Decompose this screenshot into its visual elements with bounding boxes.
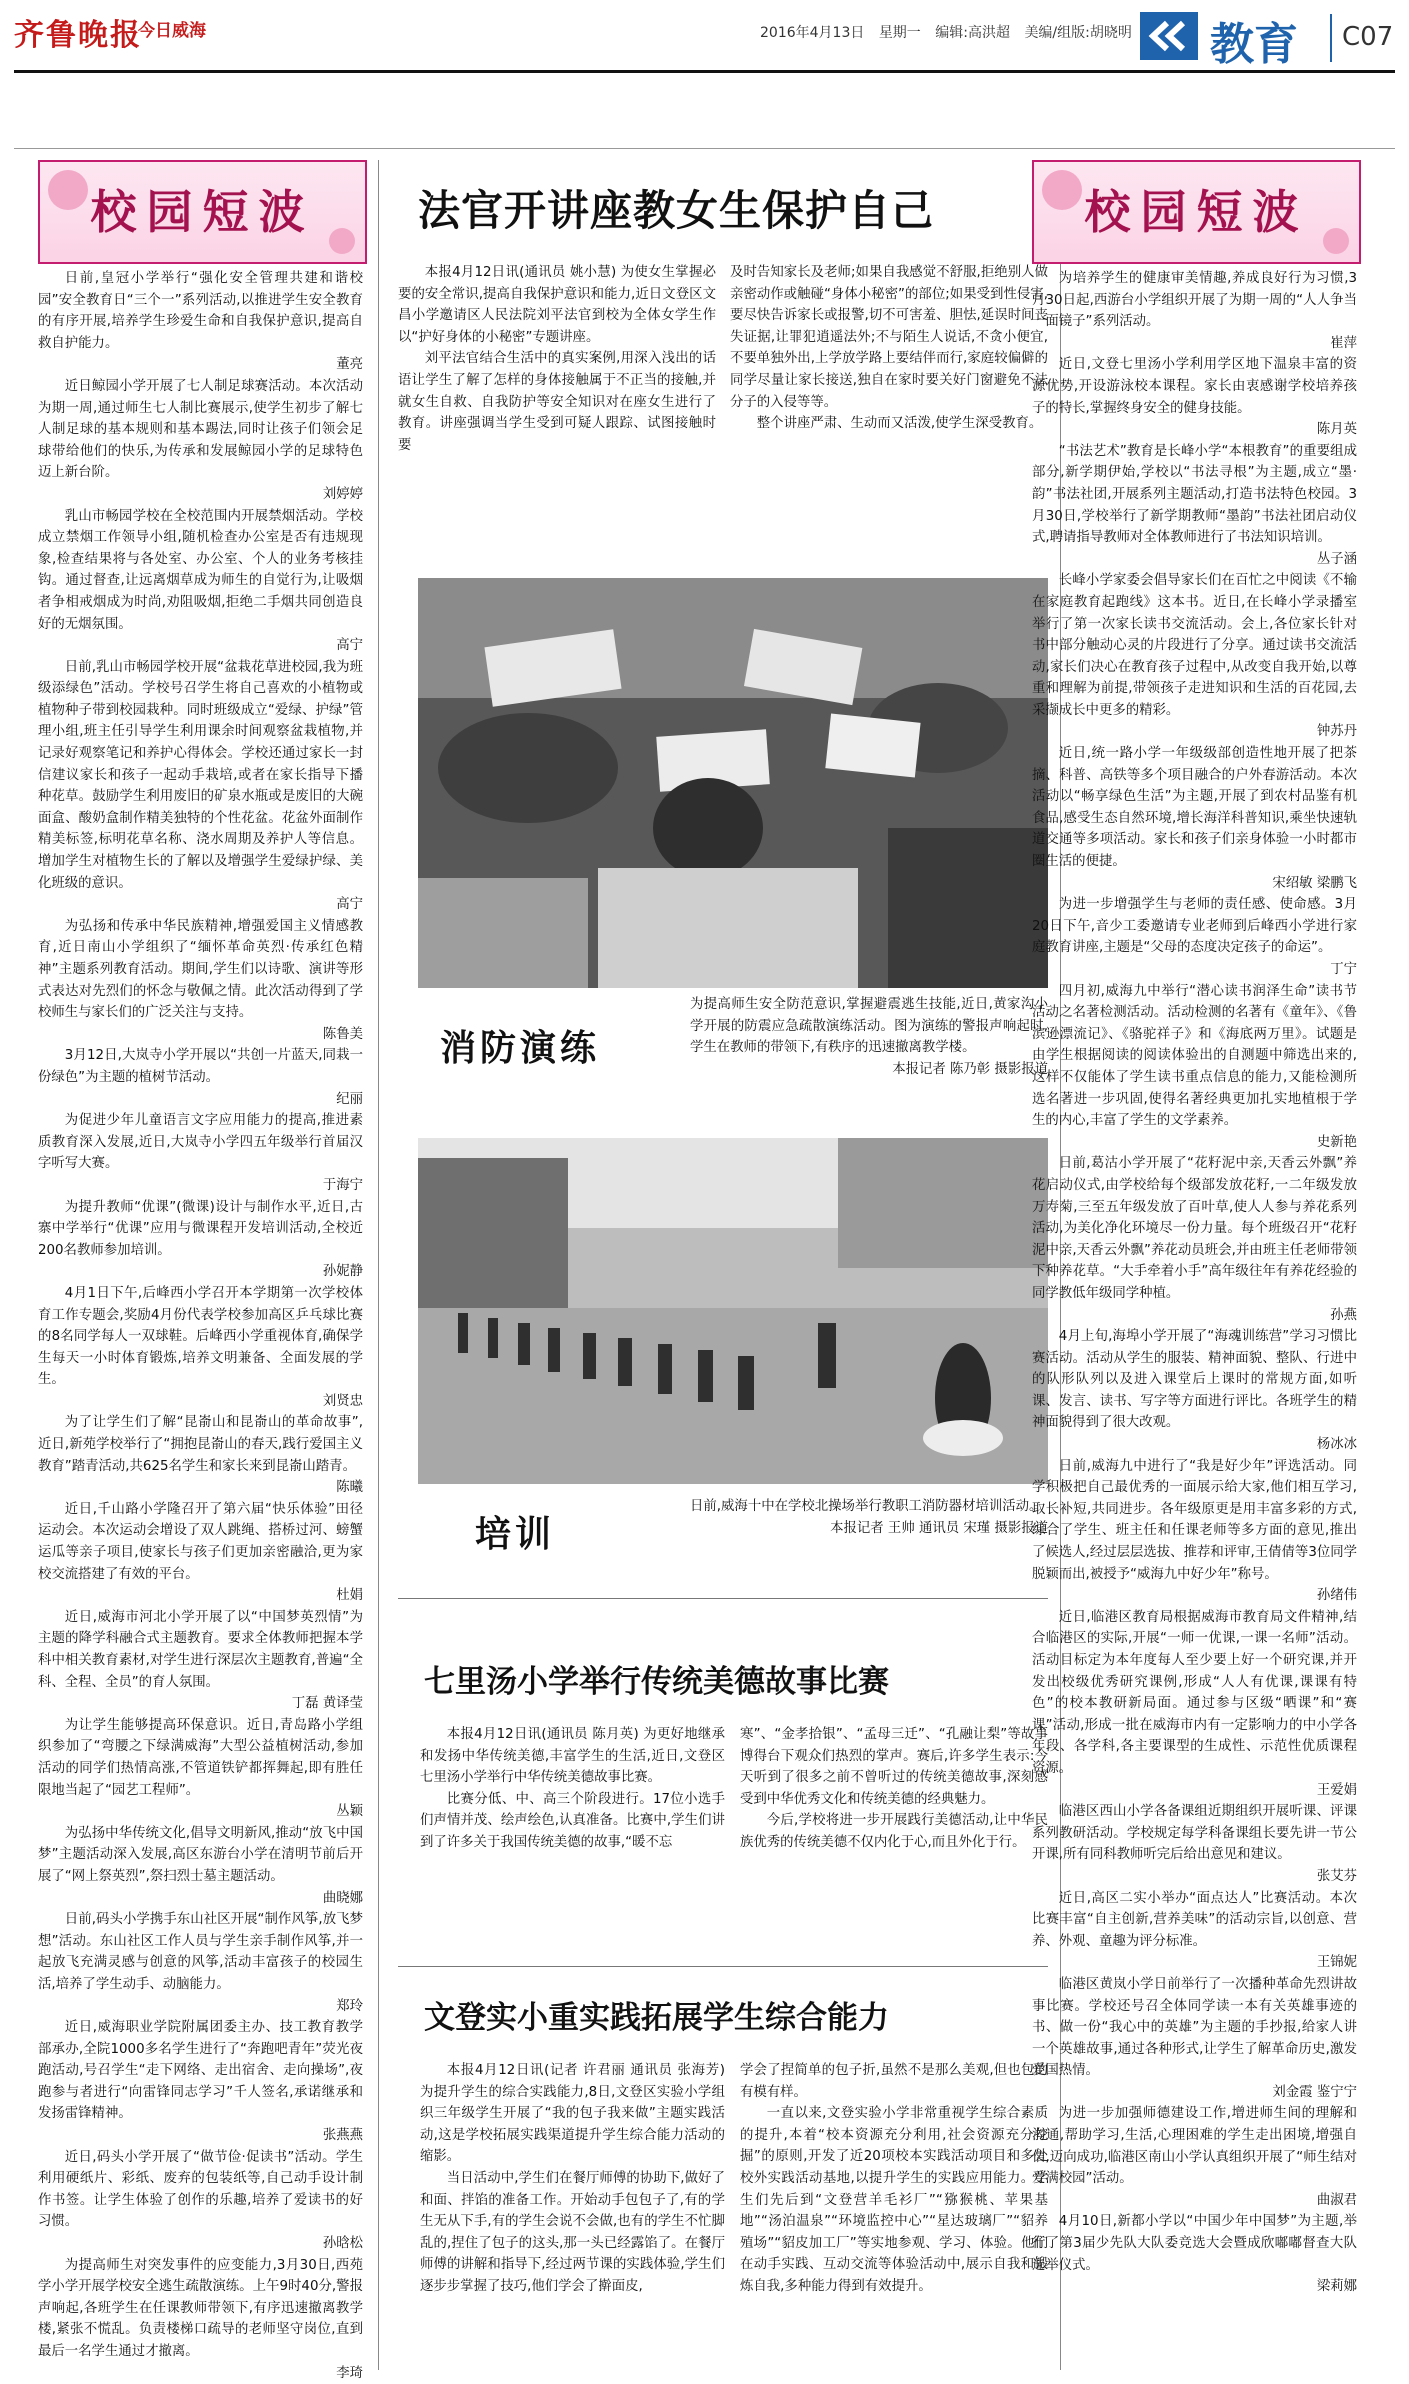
- brief-byline: 董亮: [336, 357, 363, 373]
- brief-paragraph: 四月初,威海九中举行“潜心读书润泽生命”读书节活动之名著检测活动。活动检测的名著有《童年》、《鲁滨逊漂流记》、《骆驼祥子》和《海底两万里》。试题是由学生根据阅读的阅读体验出的自测题中筛选出来的,这样不仅能体了学生读书重点信息的能力,又能检测所选名著进一步巩固,使得名著经典更加扎实地植根于学生的内心,丰富了学生的文学素养。: [1032, 983, 1357, 1129]
- right-brief-column: [1032, 268, 1357, 2373]
- brief-paragraph: 近日,统一路小学一年级级部创造性地开展了把茶摘、科普、高铁等多个项目融合的户外春游活动。本次活动以“畅享绿色生活”为主题,开展了到农村品鉴有机食品,感受生态自然环境,增长海洋科普知识,乘坐快速轨道交通等多项活动。家长和孩子们亲身体验一小时都市圈生活的便捷。: [1032, 746, 1357, 870]
- brief-byline: 孙绪伟: [1316, 1588, 1357, 1604]
- fire-drill-caption-text: 为提高师生安全防范意识,掌握避震逃生技能,近日,黄家沟小学开展的防震应急疏散演练活动。图为演练的警报声响起时,学生在教师的带领下,有秩序的迅速撤离教学楼。: [690, 997, 1048, 1056]
- section-chevron-icon: [1140, 12, 1198, 60]
- qilitang-headline: 七里汤小学举行传统美德故事比赛: [424, 1664, 889, 1700]
- brief-paragraph: “书法艺术”教育是长峰小学“本根教育”的重要组成部分,新学期伊始,学校以“书法寻根”为主题,成立“墨·韵”书法社团,开展系列主题活动,打造书法特色校园。3月30日,学校举行了新学期教师“墨韵”书法社团启动仪式,聘请指导教师对全体教师进行了书法知识培训。: [1032, 443, 1357, 546]
- brief-paragraph: 日前,威海九中进行了“我是好少年”评选活动。同学积极把自己最优秀的一面展示给大家,他们相互学习,取长补短,共同进步。各年级原更是用丰富多彩的方式,综合了学生、班主任和任课老师等多方面的意见,推出了候选人,经过层层选拔、推荐和评审,王倩倩等3位同学脱颖而出,被授予“威海九中好少年”称号。: [1032, 1458, 1358, 1582]
- training-caption: [690, 1496, 1048, 1539]
- brief-byline: 宋绍敏 梁鹏飞: [1272, 875, 1357, 891]
- brief-byline: 丁磊 黄译莹: [291, 1696, 363, 1712]
- section-name: 教育: [1210, 19, 1298, 70]
- masthead-logo: 齐鲁晚报: [14, 18, 142, 53]
- brief-byline: 张燕燕: [322, 2128, 363, 2144]
- right-brief-title: 校园短波: [1084, 185, 1309, 239]
- wendeng-column-a: [420, 2060, 725, 2375]
- brief-paragraph: 为让学生能够提高环保意识。近日,青岛路小学组织参加了“弯腰之下绿满威海”大型公益植树活动,参加活动的同学们热情高涨,不管道铁铲都挥舞起,即有胜任限地当起了“园艺工程师”。: [38, 1717, 363, 1798]
- brief-byline: 孙燕: [1330, 1307, 1357, 1323]
- brief-byline: 史新艳: [1316, 1134, 1357, 1150]
- lead-headline: 法官开讲座教女生保护自己: [418, 186, 935, 235]
- content-top-rule: [14, 148, 1395, 149]
- brief-byline: 丛子涵: [1316, 551, 1357, 567]
- brief-paragraph: 临港区西山小学各备课组近期组织开展听课、评课系列教研活动。学校规定每学科备课组长要先讲一节公开课,所有同科教师听完后给出意见和建议。: [1032, 1804, 1357, 1863]
- brief-paragraph: 日前,码头小学携手东山社区开展“制作风筝,放飞梦想”活动。东山社区工作人员与学生亲手制作风筝,并一起放飞充满灵感与创意的风筝,活动丰富孩子的校园生活,培养了学生动手、动脑能力。: [38, 1912, 363, 1992]
- brief-paragraph: 近日,威海市河北小学开展了以“中国梦英烈情”为主题的降学科融合式主题教育。要求全体教师把握本学科中相关教育素材,对学生进行深层次主题教育,普遍“全科、全程、全员”的育人氛围。: [38, 1609, 363, 1690]
- brief-paragraph: 长峰小学家委会倡导家长们在百忙之中阅读《不输在家庭教育起跑线》这本书。近日,在长峰小学录播室举行了第一次家长读书交流活动。会上,各位家长针对书中部分触动心灵的片段进行了分享。通过读书交流活动,家长们决心在教育孩子过程中,从改变自我开始,以尊重和理解为前提,带领孩子走进知识和生活的百花园,去采撷成长中更多的精彩。: [1032, 573, 1357, 718]
- training-title: 培训: [475, 1514, 556, 1555]
- brief-byline: 杜娟: [336, 1588, 363, 1604]
- qilitang-paragraph: 今后,学校将进一步开展践行美德活动,让中华民族优秀的传统美德不仅内化于心,而且外化于行。: [740, 1813, 1048, 1850]
- brief-byline: 刘贤忠: [322, 1393, 363, 1409]
- brief-paragraph: 临港区黄岚小学日前举行了一次播种革命先烈讲故事比赛。学校还号召全体同学读一本有关英雄事迹的书、做一份“我心中的英雄”为主题的手抄报,给家人讲一个英雄故事,通过各种形式,让学生了解革命历史,激发爱国热情。: [1032, 1976, 1357, 2079]
- wendeng-paragraph: 一直以来,文登实验小学非常重视学生综合素质的提升,本着“校本资源充分利用,社会资源充分挖掘”的原则,开发了近20项校本实践活动项目和多处校外实践活动基地,以提升学生的实践应用能力。学生们先后到“文登营羊毛衫厂”“猕猴桃、苹果基地”“汤泊温泉”“环境监控中心”“星达玻璃厂”“貂养殖场”“貂皮加工厂”等实地参观、学习、体验。他们在动手实践、互动交流等体验活动中,展示自我和锻炼自我,多种能力得到有效提升。: [740, 2106, 1048, 2294]
- right-brief-banner: [1032, 160, 1361, 264]
- brief-paragraph: 近日,高区二实小举办“面点达人”比赛活动。本次比赛丰富“自主创新,营养美味”的活动宗旨,以创意、营养、外观、童趣为评分标准。: [1032, 1890, 1357, 1949]
- editor-credit: 编辑:高洪超: [935, 25, 1010, 41]
- brief-paragraph: 近日,威海职业学院附属团委主办、技工教育教学部承办,全院1000多名学生进行了“奔跑吧青年”荧光夜跑活动,号召学生“走下网络、走出宿舍、走向操场”,夜跑参与者进行“向雷锋同志学习”千人签名,承诺继承和发扬雷锋精神。: [38, 2020, 363, 2122]
- fire-drill-title: 消防演练: [440, 1028, 601, 1069]
- brief-byline: 高宁: [336, 638, 363, 654]
- wendeng-paragraph: 学会了捏简单的包子折,虽然不是那么美观,但也包的有模有样。: [740, 2063, 1048, 2100]
- brief-byline: 王爱娟: [1316, 1782, 1357, 1798]
- story-divider: [398, 1966, 1048, 1967]
- left-brief-column: [38, 268, 363, 2381]
- brief-byline: 曲晓娜: [322, 1890, 363, 1906]
- issue-date: 2016年4月13日: [760, 25, 865, 41]
- training-photo: [418, 1138, 1048, 1484]
- brief-byline: 李琦: [336, 2365, 363, 2381]
- brief-byline: 孙晗松: [322, 2236, 363, 2252]
- lead-paragraph: 本报4月12日讯(通讯员 姚小慧) 为使女生掌握必要的安全常识,提高自我保护意识和能力,近日文登区文昌小学邀请区人民法院刘平法官到校为全体女学生作以“护好身体的小秘密”专题讲座。: [398, 265, 716, 345]
- brief-paragraph: 日前,乳山市畅园学校开展“盆栽花草进校园,我为班级添绿色”活动。学校号召学生将自己喜欢的小植物或植物种子带到校园栽种。同时班级成立“爱绿、护绿”管理小组,班主任引导学生利用课余时间观察盆栽植物,并记录好观察笔记和养护心得体会。学校还通过家长一封信建议家长和孩子一起动手栽培,或者在家长指导下播种花草。鼓励学生利用废旧的矿泉水瓶或是废旧的大碗面盒、酸奶盒制作精美独特的个性花盆。花盆外面制作精美标签,标明花草名称、浇水周期及养护人等信息。增加学生对植物生长的了解以及增强学生爱绿护绿、美化班级的意识。: [38, 659, 363, 891]
- brief-byline: 丁宁: [1330, 962, 1357, 977]
- qilitang-column-a: [420, 1724, 725, 1948]
- brief-paragraph: 为提高师生对突发事件的应变能力,3月30日,西苑学小学开展学校安全逃生疏散演练。上午9时40分,警报声响起,各班学生在任课教师带领下,有序迅速撤离教学楼,紧张不慌乱。负责楼梯口疏导的老师坚守岗位,直到最后一名学生通过才撤离。: [38, 2257, 363, 2359]
- brief-byline: 张艾芬: [1316, 1868, 1357, 1884]
- brief-byline: 刘金霞 鉴宁宁: [1272, 2084, 1357, 2100]
- lead-paragraph: 整个讲座严肃、生动而又活泼,使学生深受教育。: [756, 416, 1043, 432]
- brief-paragraph: 为进一步加强师德建设工作,增进师生间的理解和沟通,帮助学习,生活,心理困难的学生走出困境,增强自信,迈向成功,临港区南山小学认真组织开展了“师生结对爱满校园”活动。: [1032, 2106, 1357, 2187]
- brief-byline: 王锦妮: [1316, 1955, 1357, 1971]
- designer-credit: 美编/组版:胡晓明: [1024, 25, 1132, 41]
- brief-paragraph: 近日,临港区教育局根据威海市教育局文件精神,结合临港区的实际,开展“一师一优课,一课一名师”活动。活动目标定为本年度每人至少要上好一个研究课,并开发出校级优秀研究课例,形成“人人有优课,课课有特色”的校本教研新局面。通过参与区级“晒课”和“赛课”活动,形成一批在威海市内有一定影响力的中小学各年段、各学科,各主要课型的生成性、示范性优质课程资源。: [1032, 1609, 1357, 1776]
- brief-paragraph: 日前,皇冠小学举行“强化安全管理共建和谐校园”安全教育日“三个一”系列活动,以推进学生安全教育的有序开展,培养学生珍爱生命和自我保护意识,提高自救自护能力。: [38, 271, 363, 351]
- issue-line: [760, 22, 1142, 42]
- brief-paragraph: 近日鲸园小学开展了七人制足球赛活动。本次活动为期一周,通过师生七人制比赛展示,使学生初步了解七人制足球的基本规则和基本踢法,同时让孩子们领会足球带给他们的快乐,为传承和发展鲸园小学的足球特色迈上新台阶。: [38, 378, 363, 481]
- brief-byline: 陈月英: [1316, 422, 1357, 438]
- brief-paragraph: 为进一步增强学生与老师的责任感、使命感。3月20日下午,音少工委邀请专业老师到后峰西小学进行家庭教育讲座,主题是“父母的态度决定孩子的命运”。: [1032, 897, 1357, 956]
- fire-drill-photo: [418, 578, 1048, 988]
- header-divider: [1330, 14, 1332, 62]
- fire-drill-credit: 本报记者 陈乃彰 摄影报道: [892, 1061, 1048, 1077]
- brief-paragraph: 为弘扬中华传统文化,倡导文明新风,推动“放飞中国梦”主题活动深入发展,高区东游台小学在清明节前后开展了“网上祭英烈”,祭扫烈士墓主题活动。: [38, 1825, 363, 1884]
- column-divider: [378, 160, 379, 2370]
- brief-byline: 高宁: [336, 897, 363, 913]
- brief-paragraph: 4月1日下午,后峰西小学召开本学期第一次学校体育工作专题会,奖励4月份代表学校参加高区乒乓球比赛的8名同学每人一双球鞋。后峰西小学重视体育,确保学生每天一小时体育锻炼,培养文明兼备、全面发展的学生。: [38, 1285, 363, 1388]
- brief-paragraph: 3月12日,大岚寺小学开展以“共创一片蓝天,同栽一份绿色”为主题的植树节活动。: [38, 1048, 363, 1085]
- brief-byline: 陈曦: [336, 1480, 363, 1496]
- left-brief-title: 校园短波: [90, 185, 315, 239]
- lead-paragraph: 刘平法官结合生活中的真实案例,用深入浅出的话语让学生了解了怎样的身体接触属于不正当的接触,并就女生自救、自我防护等安全知识对在座女生进行了教育。讲座强调当学生受到可疑人跟踪、试图接触时要: [398, 351, 716, 453]
- brief-byline: 于海宁: [322, 1177, 363, 1193]
- header-rule: [14, 70, 1395, 73]
- brief-paragraph: 为促进少年儿童语言文字应用能力的提高,推进素质教育深入发展,近日,大岚寺小学四五年级举行首届汉字听写大赛。: [38, 1113, 363, 1172]
- qilitang-column-b: [740, 1724, 1048, 1948]
- brief-paragraph: 为了让学生们了解“昆嵛山和昆嵛山的革命故事”,近日,新苑学校举行了“拥抱昆嵛山的春天,践行爱国主义教育”踏青活动,共625名学生和家长来到昆嵛山踏青。: [38, 1415, 363, 1474]
- brief-byline: 陈鲁美: [322, 1026, 363, 1042]
- brief-paragraph: 4月上旬,海埠小学开展了“海魂训练营”学习习惯比赛活动。活动从学生的服装、精神面貌、整队、行进中的队形队列以及进入课堂后上课时的常规方面,如听课、发言、读书、写字等方面进行评比。各班学生的精神面貌得到了很大改观。: [1032, 1329, 1357, 1431]
- brief-paragraph: 为培养学生的健康审美情趣,养成良好行为习惯,3月30日起,西游台小学组织开展了为期一周的“人人争当一面镜子”系列活动。: [1032, 271, 1357, 330]
- left-brief-banner: [38, 160, 367, 264]
- brief-paragraph: 近日,文登七里汤小学利用学区地下温泉丰富的资源优势,开设游泳校本课程。家长由衷感谢学校培养孩子的特长,掌握终身安全的健身技能。: [1032, 357, 1357, 416]
- wendeng-paragraph: 本报4月12日讯(记者 许君丽 通讯员 张海芳) 为提升学生的综合实践能力,8日,文登区实验小学组织三年级学生开展了“我的包子我来做”主题实践活动,这是学校拓展实践渠道提升学生综合能力活动的缩影。: [420, 2063, 725, 2165]
- brief-byline: 刘婷婷: [322, 486, 363, 502]
- brief-paragraph: 为弘扬和传承中华民族精神,增强爱国主义情感教育,近日南山小学组织了“缅怀革命英烈·传承红色精神”主题系列教育活动。期间,学生们以诗歌、演讲等形式表达对先烈们的怀念与敬佩之情。此次活动得到了学校师生与家长们的广泛关注与支持。: [38, 918, 363, 1021]
- training-caption-text: 日前,威海十中在学校北操场举行教职工消防器材培训活动。: [690, 1499, 1043, 1514]
- brief-byline: 纪丽: [336, 1091, 363, 1107]
- issue-weekday: 星期一: [878, 25, 921, 41]
- wendeng-column-b: [740, 2060, 1048, 2375]
- brief-paragraph: 日前,葛沽小学开展了“花籽泥中亲,天香云外飘”养花启动仪式,由学校给每个级部发放花籽,一二年级发放万寿菊,三至五年级发放了百叶草,使人人参与养花系列活动,为美化净化环境尽一份力量。每个班级召开“花籽泥中亲,天香云外飘”养花动员班会,并由班主任老师带领下种养花草。“大手牵着小手”高年级往年有养花经验的同学教低年级同学种植。: [1032, 1156, 1357, 1301]
- brief-byline: 丛颖: [336, 1804, 363, 1820]
- brief-byline: 杨冰冰: [1316, 1437, 1357, 1453]
- brief-byline: 梁莉娜: [1316, 2279, 1357, 2295]
- brief-paragraph: 为提升教师“优课”(微课)设计与制作水平,近日,古寨中学举行“优课”应用与微课程开发培训活动,全校近200名教师参加培训。: [38, 1199, 363, 1258]
- training-credit: 本报记者 王帅 通讯员 宋瑾 摄影报道: [830, 1520, 1048, 1536]
- brief-byline: 曲淑君: [1316, 2192, 1357, 2208]
- brief-byline: 孙妮静: [322, 1264, 363, 1280]
- section-tag: 今日威海: [138, 21, 206, 41]
- qilitang-paragraph: 寒”、“金孝拾银”、“孟母三迁”、“孔融让梨”等故事博得台下观众们热烈的掌声。赛后,许多学生表示:今天听到了很多之前不曾听过的传统美德故事,深刻感受到中华优秀文化和传统美德的经典魅力。: [740, 1727, 1048, 1807]
- fire-drill-caption: [690, 994, 1048, 1080]
- wendeng-headline: 文登实小重实践拓展学生综合能力: [424, 2000, 889, 2036]
- page-number: C07: [1342, 22, 1394, 52]
- brief-byline: 郑玲: [336, 1998, 363, 2014]
- lead-paragraph: 及时告知家长及老师;如果自我感觉不舒服,拒绝别人做亲密动作或触碰“身体小秘密”的部位;如果受到性侵害,要尽快告诉家长或报警,切不可害羞、胆怯,延误时间丧失证据,让罪犯逍遥法外;不与陌生人说话,不贪小便宜,不要单独外出,上学放学路上要结伴而行,家庭较偏僻的同学尽量让家长接送,独自在家时要关好门窗避免不法分子的入侵等等。: [730, 265, 1048, 410]
- story-divider: [398, 1598, 1048, 1599]
- brief-paragraph: 近日,千山路小学隆召开了第六届“快乐体验”田径运动会。本次运动会增设了双人跳绳、搭桥过河、螃蟹运瓜等亲子项目,使家长与孩子们更加亲密融洽,更为家校交流搭建了有效的平台。: [38, 1501, 363, 1582]
- brief-byline: 钟苏丹: [1316, 724, 1357, 740]
- brief-paragraph: 乳山市畅园学校在全校范围内开展禁烟活动。学校成立禁烟工作领导小组,随机检查办公室是否有违规现象,检查结果将与各处室、办公室、个人的业务考核挂钩。通过督查,让远离烟草成为师生的自觉行为,让吸烟者争相戒烟成为时尚,劝阻吸烟,拒绝二手烟共同创造良好的无烟氛围。: [38, 508, 363, 632]
- qilitang-paragraph: 本报4月12日讯(通讯员 陈月英) 为更好地继承和发扬中华传统美德,丰富学生的生活,近日,文登区七里汤小学举行中华传统美德故事比赛。: [420, 1727, 725, 1786]
- lead-column-a: [398, 262, 716, 568]
- lead-column-b: [730, 262, 1048, 568]
- brief-paragraph: 4月10日,新都小学以“中国少年中国梦”为主题,举行了第3届少先队大队委竞选大会暨成欣嘟嘟督查大队选举仪式。: [1032, 2214, 1357, 2273]
- brief-byline: 崔萍: [1330, 335, 1357, 351]
- wendeng-paragraph: 当日活动中,学生们在餐厅师傅的协助下,做好了和面、拌馅的准备工作。开始动手包包子了,有的学生无从下手,有的学生会说不会做,也有的学生不忙脚乱的,捏住了包子的这头,那一头已经露馅了。在餐厅师傅的讲解和指导下,经过两节课的实践体验,学生们逐步步掌握了技巧,他们学会了擀面皮,: [420, 2170, 725, 2294]
- brief-paragraph: 近日,码头小学开展了“做节俭·促读书”活动。学生利用硬纸片、彩纸、废弃的包装纸等,自己动手设计制作书签。让学生体验了创作的乐趣,培养了爱读书的好习惯。: [38, 2149, 363, 2230]
- qilitang-paragraph: 比赛分低、中、高三个阶段进行。17位小选手们声情并茂、绘声绘色,认真准备。比赛中,学生们讲到了许多关于我国传统美德的故事,“暖不忘: [420, 1791, 725, 1850]
